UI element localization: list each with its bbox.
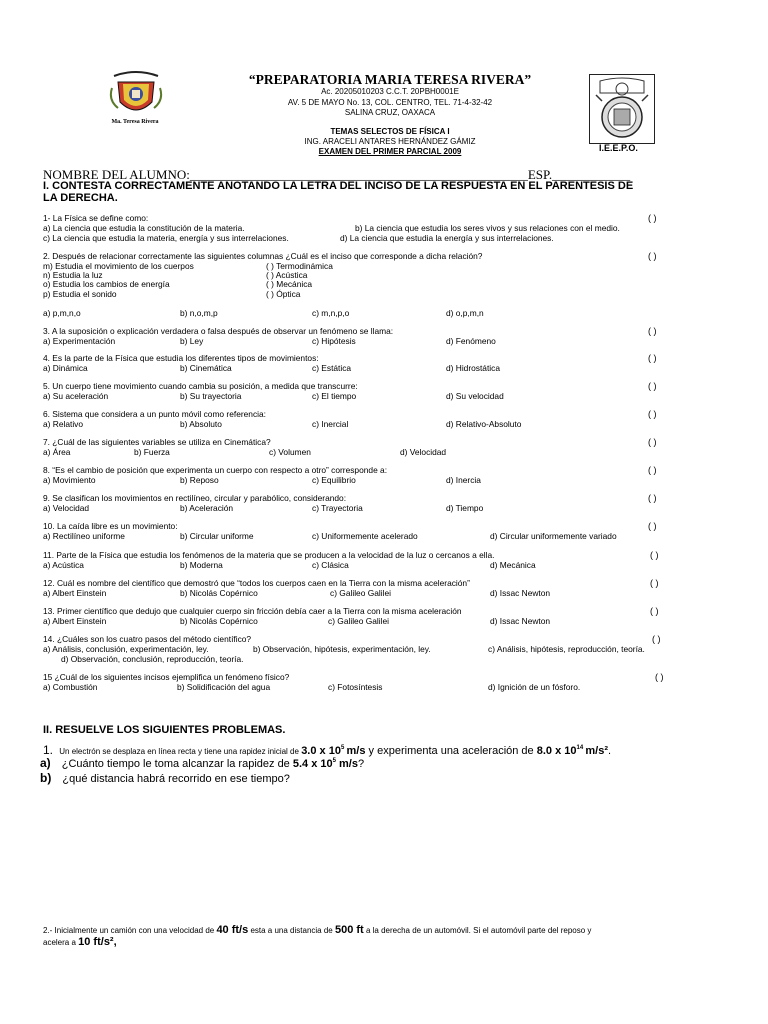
question-9 xyxy=(43,493,733,503)
q14-options-row2 xyxy=(43,654,733,664)
option-b: b) Moderna xyxy=(180,560,223,570)
question-6 xyxy=(43,409,733,419)
option-a: a) Área xyxy=(43,447,71,457)
option-a: a) Albert Einstein xyxy=(43,588,107,598)
initial-speed: 3.0 x 10 xyxy=(301,745,341,757)
question-5-options xyxy=(43,391,733,401)
subject-title: TEMAS SELECTOS DE FÍSICA I xyxy=(330,127,450,136)
option-b: b) La ciencia que estudia los seres vivos y sus relaciones con el medio. xyxy=(355,223,620,233)
question-11 xyxy=(43,550,733,560)
problem-text: . xyxy=(608,745,612,757)
school-name: “PREPARATORIA MARIA TERESA RIVERA” xyxy=(248,72,532,87)
answer-paren-8[interactable]: ( ) xyxy=(648,465,657,475)
option-c: c) Uniformemente acelerado xyxy=(312,531,418,541)
option-d: d) La ciencia que estudia la energía y sus interrelaciones. xyxy=(340,233,554,243)
problem-text: ¿qué distancia habrá recorrido en ese tiempo? xyxy=(62,773,290,785)
option-b: b) Observación, hipótesis, experimentación, ley. xyxy=(253,644,431,654)
problem-1b xyxy=(40,771,290,786)
question-2 xyxy=(43,251,733,261)
match-left: p) Estudia el sonido xyxy=(43,289,117,299)
answer-paren-5[interactable]: ( ) xyxy=(648,381,657,391)
option-b: b) Ley xyxy=(180,336,204,346)
question-12 xyxy=(43,578,733,588)
answer-paren-12[interactable]: ( ) xyxy=(650,578,659,588)
problem-text: ¿Cuánto tiempo le toma alcanzar la rapidez de xyxy=(61,758,293,770)
distance-value: 500 ft xyxy=(334,924,364,936)
subproblem-label: b) xyxy=(40,771,52,785)
match-right: ( ) Termodinámica xyxy=(266,261,333,271)
question-3-options xyxy=(43,336,733,346)
option-a: a) Acústica xyxy=(43,560,84,570)
option-b: b) Su trayectoria xyxy=(180,391,242,401)
question-text: 10. La caída libre es un movimiento: xyxy=(43,521,178,531)
option-a: a) Albert Einstein xyxy=(43,616,107,626)
option-c: c) Volumen xyxy=(269,447,311,457)
option-a: a) Velocidad xyxy=(43,503,90,513)
teacher-name: ING. ARACELI ANTARES HERNÁNDEZ GÁMIZ xyxy=(304,137,476,146)
option-c: c) Equilibrio xyxy=(312,475,356,485)
q14-options-row1 xyxy=(43,644,733,654)
option-d: d) Observación, conclusión, reproducción, teoría. xyxy=(61,654,244,664)
match-left: n) Estudia la luz xyxy=(43,270,103,280)
answer-paren-1[interactable]: ( ) xyxy=(648,213,657,223)
option-d: d) Mecánica xyxy=(490,560,536,570)
option-b: b) Aceleración xyxy=(180,503,234,513)
answer-paren-4[interactable]: ( ) xyxy=(648,353,657,363)
problem-text: 2.- Inicialmente un camión con una velocidad de xyxy=(43,926,217,935)
option-d: d) o,p,m,n xyxy=(446,308,484,318)
section2-title: II. RESUELVE LOS SIGUIENTES PROBLEMAS. xyxy=(43,724,286,736)
question-10-options xyxy=(43,531,733,541)
question-13 xyxy=(43,606,733,616)
option-c: c) Galileo Galilei xyxy=(330,588,391,598)
q2-options xyxy=(43,308,733,318)
problem-text: esta a una distancia de xyxy=(248,926,335,935)
question-11-options xyxy=(43,560,733,570)
option-a: a) Experimentación xyxy=(43,336,116,346)
option-b: b) Circular uniforme xyxy=(180,531,254,541)
ieepo-label: I.E.E.P.O. xyxy=(599,143,638,153)
option-b: b) Reposo xyxy=(180,475,219,485)
acceleration-unit: m/s² xyxy=(585,745,609,757)
ieepo-logo xyxy=(589,74,655,144)
match-left: o) Estudia los cambios de energía xyxy=(43,279,170,289)
problem-text: y experimenta una aceleración de xyxy=(365,745,537,757)
q1-options-row2 xyxy=(43,233,733,243)
school-city: SALINA CRUZ, OAXACA xyxy=(344,108,436,117)
question-text: 2. Después de relacionar correctamente las siguientes columnas ¿Cuál es el inciso que corresponde a dicha relación? xyxy=(43,251,483,261)
exam-title: EXAMEN DEL PRIMER PARCIAL 2009 xyxy=(318,147,462,156)
section1-title-line2: LA DERECHA. xyxy=(43,192,118,204)
question-7-options xyxy=(43,447,733,457)
question-15 xyxy=(43,672,733,682)
option-b: b) Nicolás Copérnico xyxy=(180,616,258,626)
q2-match-row xyxy=(43,289,443,299)
option-d: d) Ignición de un fósforo. xyxy=(488,682,581,692)
answer-paren-11[interactable]: ( ) xyxy=(650,550,659,560)
question-text: 3. A la suposición o explicación verdadera o falsa después de observar un fenómeno se llama: xyxy=(43,326,394,336)
match-left: m) Estudia el movimiento de los cuerpos xyxy=(43,261,194,271)
acceleration-value: 8.0 x 10 xyxy=(536,745,577,757)
question-text: 15 ¿Cuál de los siguientes incisos ejemplifica un fenómeno físico? xyxy=(43,672,290,682)
target-speed-unit: m/s xyxy=(339,758,358,770)
match-right: ( ) Acústica xyxy=(266,270,308,280)
option-d: d) Issac Newton xyxy=(490,588,551,598)
answer-paren-7[interactable]: ( ) xyxy=(648,437,657,447)
option-a: a) p,m,n,o xyxy=(43,308,81,318)
subproblem-label: a) xyxy=(40,756,51,770)
problem-text: ? xyxy=(358,758,365,770)
option-a: a) Análisis, conclusión, experimentación, ley. xyxy=(43,644,209,654)
option-c: c) Hipótesis xyxy=(312,336,356,346)
problem-2 xyxy=(43,924,591,937)
option-c: c) Galileo Galilei xyxy=(328,616,389,626)
question-text: 6. Sistema que considera a un punto móvil como referencia: xyxy=(43,409,266,419)
school-ids: Ac. 20205010203 C.C.T. 20PBH0001E xyxy=(321,87,459,96)
question-4 xyxy=(43,353,733,363)
problem-2-line2 xyxy=(43,936,117,949)
section1-title: I. CONTESTA CORRECTAMENTE ANOTANDO LA LETRA DEL INCISO DE LA RESPUESTA EN EL PARENTESIS DE xyxy=(43,180,634,192)
question-4-options xyxy=(43,363,733,373)
option-a: a) Combustión xyxy=(43,682,98,692)
question-text: 12. Cuál es nombre del científico que demostró que “todos los cuerpos caen en la Tierra con la misma aceleración” xyxy=(43,578,470,588)
answer-paren-14[interactable]: ( ) xyxy=(652,634,661,644)
option-c: c) m,n,p,o xyxy=(312,308,350,318)
option-d: d) Fenómeno xyxy=(446,336,496,346)
initial-speed-exponent: 5 xyxy=(340,745,345,751)
question-8-options xyxy=(43,475,733,485)
school-address: AV. 5 DE MAYO No. 13, COL. CENTRO, TEL. 71-4-32-42 xyxy=(287,98,493,107)
answer-paren-6[interactable]: ( ) xyxy=(648,409,657,419)
answer-paren-2[interactable]: ( ) xyxy=(648,251,657,261)
question-13-options xyxy=(43,616,733,626)
question-8 xyxy=(43,465,733,475)
option-b: b) Cinemática xyxy=(180,363,232,373)
option-d: d) Velocidad xyxy=(400,447,447,457)
question-text: 8. “Es el cambio de posición que experimenta un cuerpo con respecto a otro” corresponde a: xyxy=(43,465,388,475)
acceleration-exponent: 14 xyxy=(576,745,584,751)
car-acceleration: 10 ft/s² xyxy=(78,936,114,948)
question-3 xyxy=(43,326,733,336)
match-right: ( ) Óptica xyxy=(266,289,301,299)
initial-speed-unit: m/s xyxy=(346,745,366,757)
option-d: d) Hidrostática xyxy=(446,363,500,373)
question-text: 4. Es la parte de la Física que estudia los diferentes tipos de movimientos: xyxy=(43,353,319,363)
question-14 xyxy=(43,634,733,644)
question-text: 11. Parte de la Física que estudia los fenómenos de la materia que se producen a la velocidad de la luz o cercanos a ella. xyxy=(43,550,495,560)
option-b: b) Absoluto xyxy=(180,419,222,429)
question-10 xyxy=(43,521,733,531)
question-text: 1- La Física se define como: xyxy=(43,213,149,223)
option-b: b) Fuerza xyxy=(134,447,170,457)
option-a: a) Rectilíneo uniforme xyxy=(43,531,125,541)
target-speed: 5.4 x 10 xyxy=(292,758,333,770)
option-c: c) Análisis, hipótesis, reproducción, teoría. xyxy=(488,644,645,654)
option-d: d) Tiempo xyxy=(446,503,484,513)
problem-text: a la derecha de un automóvil. Si el automóvil parte del reposo y xyxy=(363,926,592,935)
q2-match-row xyxy=(43,279,443,289)
option-b: b) n,o,m,p xyxy=(180,308,218,318)
option-c: c) Clásica xyxy=(312,560,349,570)
option-c: c) La ciencia que estudia la materia, energía y sus interrelaciones. xyxy=(43,233,289,243)
question-6-options xyxy=(43,419,733,429)
question-1 xyxy=(43,213,733,223)
truck-speed: 40 ft/s xyxy=(216,924,249,936)
option-a: a) Relativo xyxy=(43,419,84,429)
answer-paren-10[interactable]: ( ) xyxy=(648,521,657,531)
option-a: a) Movimiento xyxy=(43,475,96,485)
option-d: d) Relativo-Absoluto xyxy=(446,419,522,429)
school-logo xyxy=(108,70,164,120)
question-text: 13. Primer científico que dedujo que cualquier cuerpo sin fricción debía caer a la Tierra con la misma aceleración xyxy=(43,606,462,616)
option-a: a) La ciencia que estudia la constitución de la materia. xyxy=(43,223,245,233)
question-text: 5. Un cuerpo tiene movimiento cuando cambia su posición, a medida que transcurre: xyxy=(43,381,358,391)
question-12-options xyxy=(43,588,733,598)
option-c: c) El tiempo xyxy=(312,391,357,401)
target-speed-exponent: 5 xyxy=(332,758,336,764)
answer-paren-15[interactable]: ( ) xyxy=(655,672,664,682)
question-7 xyxy=(43,437,733,447)
option-a: a) Dinámica xyxy=(43,363,88,373)
option-c: c) Trayectoria xyxy=(312,503,363,513)
option-c: c) Estática xyxy=(312,363,352,373)
problem-number: 1. xyxy=(43,743,54,757)
q1-options-row1 xyxy=(43,223,733,233)
question-9-options xyxy=(43,503,733,513)
option-c: c) Fotosíntesis xyxy=(328,682,383,692)
option-c: c) Inercial xyxy=(312,419,349,429)
q15-options xyxy=(43,682,733,692)
option-d: d) Issac Newton xyxy=(490,616,551,626)
option-d: d) Inercia xyxy=(446,475,481,485)
answer-paren-9[interactable]: ( ) xyxy=(648,493,657,503)
answer-paren-13[interactable]: ( ) xyxy=(650,606,659,616)
problem-text: Un electrón se desplaza en línea recta y tiene una rapidez inicial de xyxy=(59,747,302,756)
option-b: b) Solidificación del agua xyxy=(177,682,271,692)
problem-text: acelera a xyxy=(43,938,79,947)
question-5 xyxy=(43,381,733,391)
problem-text: , xyxy=(113,936,117,948)
student-name-field[interactable]: NOMBRE DEL ALUMNO:____________________________________________________ESP.____________ xyxy=(43,167,631,182)
match-right: ( ) Mecánica xyxy=(266,279,313,289)
option-d: d) Circular uniformemente variado xyxy=(490,531,617,541)
option-d: d) Su velocidad xyxy=(446,391,504,401)
question-text: 9. Se clasifican los movimientos en rectilíneo, circular y parabólico, considerando: xyxy=(43,493,347,503)
question-text: 7. ¿Cuál de las siguientes variables se utiliza en Cinemática? xyxy=(43,437,271,447)
answer-paren-3[interactable]: ( ) xyxy=(648,326,657,336)
option-b: b) Nicolás Copérnico xyxy=(180,588,258,598)
logo-caption: Ma. Teresa Rivera xyxy=(111,119,159,125)
question-text: 14. ¿Cuáles son los cuatro pasos del método científico? xyxy=(43,634,252,644)
option-a: a) Su aceleración xyxy=(43,391,109,401)
problem-1a xyxy=(40,756,364,771)
